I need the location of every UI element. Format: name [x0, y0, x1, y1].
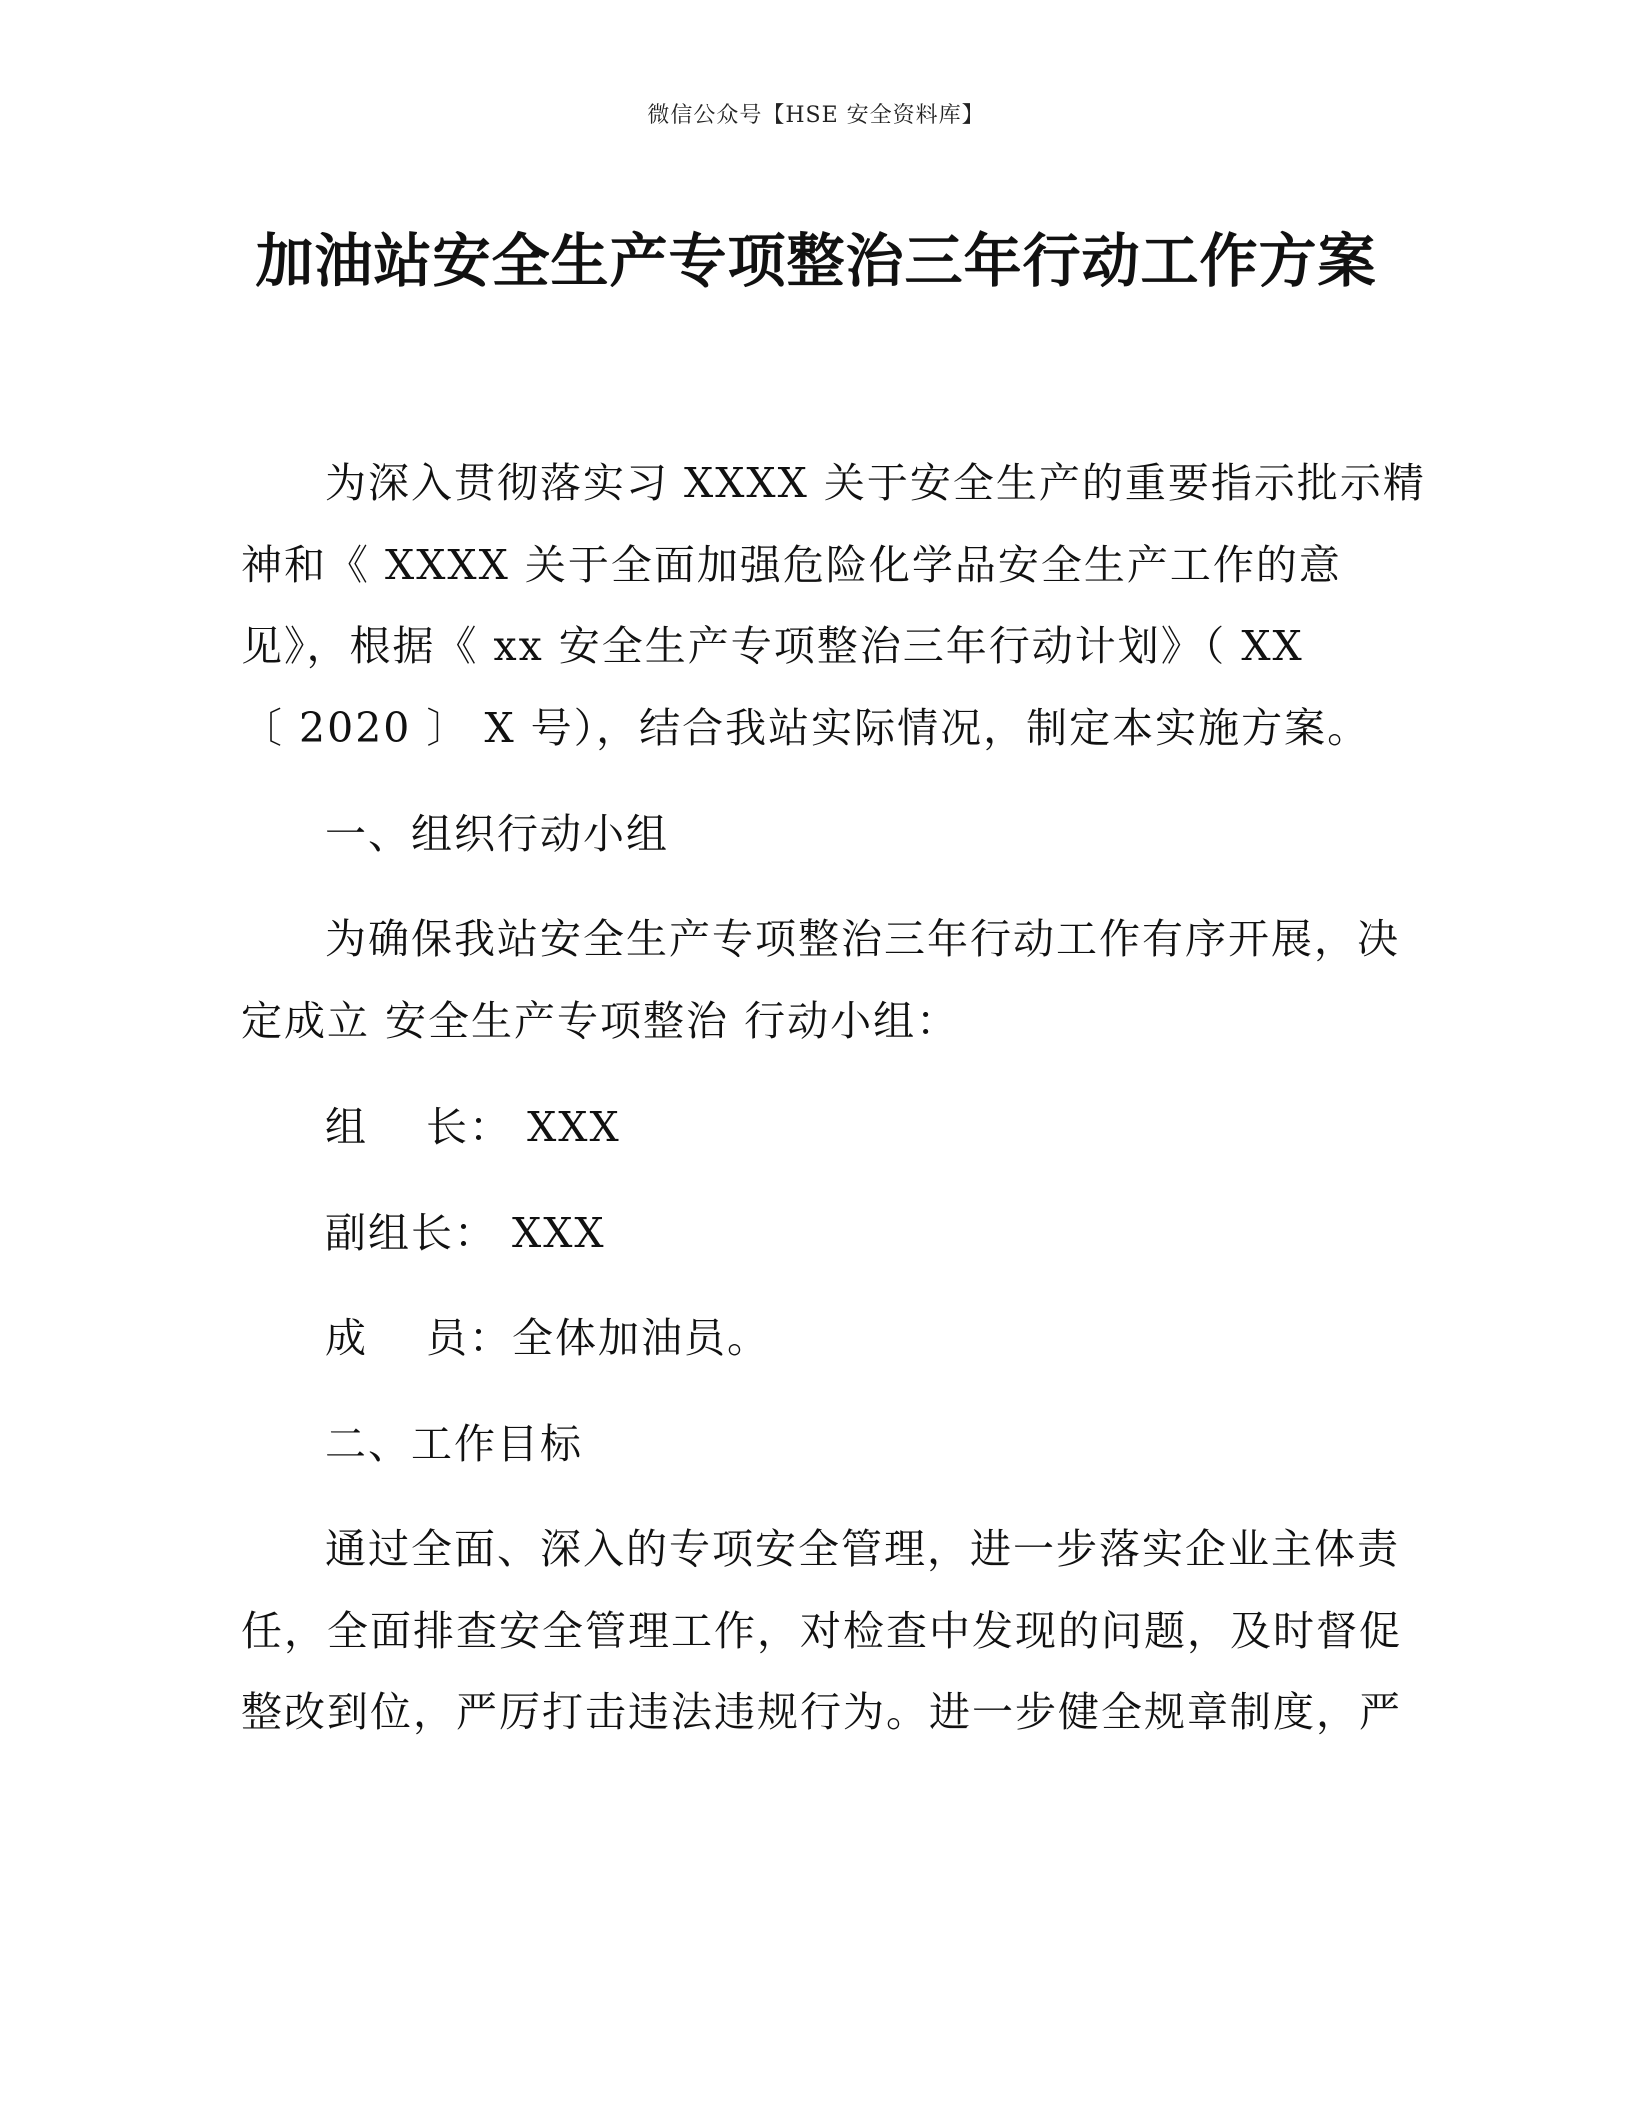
- team-members: 成 员：全体加油员。: [325, 1314, 771, 1362]
- section-heading: 一、组织行动小组: [325, 810, 669, 858]
- body-line: 任，全面排查安全管理工作，对检查中发现的问题，及时督促: [241, 1607, 1402, 1655]
- section-heading: 二、工作目标: [325, 1420, 583, 1468]
- body-line: 定成立 安全生产专项整治 行动小组：: [241, 997, 960, 1045]
- body-line: 为深入贯彻落实习 XXXX 关于安全生产的重要指示批示精: [325, 459, 1426, 507]
- body-line: 神和《 XXXX 关于全面加强危险化学品安全生产工作的意: [241, 541, 1342, 589]
- document-title: 加油站安全生产专项整治三年行动工作方案: [255, 227, 1377, 295]
- team-leader: 组 长： XXX: [325, 1103, 621, 1151]
- page-header: 微信公众号【HSE 安全资料库】: [647, 103, 985, 128]
- body-line: 通过全面、深入的专项安全管理，进一步落实企业主体责: [325, 1525, 1400, 1573]
- body-line: 整改到位，严厉打击违法违规行为。进一步健全规章制度，严: [241, 1688, 1402, 1736]
- body-line: 〔 2020 〕 X 号），结合我站实际情况，制定本实施方案。: [241, 704, 1371, 752]
- body-line: 见》，根据《 xx 安全生产专项整治三年行动计划》（ XX: [241, 622, 1304, 670]
- team-deputy: 副组长： XXX: [325, 1209, 606, 1257]
- body-line: 为确保我站安全生产专项整治三年行动工作有序开展，决: [325, 915, 1400, 963]
